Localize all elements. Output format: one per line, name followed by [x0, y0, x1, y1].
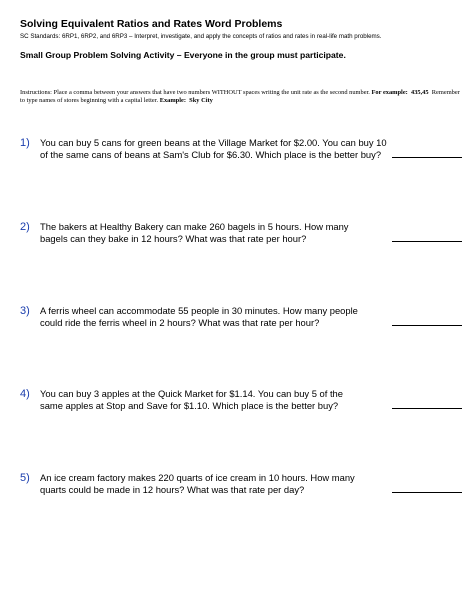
- question-3: [20, 305, 465, 339]
- example-value: 435,45: [411, 89, 429, 96]
- question-line: A ferris wheel can accommodate 55 people in 30 minutes. How many people: [40, 305, 358, 316]
- question-line: You can buy 5 cans for green beans at the Village Market for $2.00. You can buy 10: [40, 137, 387, 148]
- question-line: quarts could be made in 12 hours? What was that rate per day?: [40, 484, 305, 495]
- question-line: bagels can they bake in 12 hours? What was that rate per hour?: [40, 233, 307, 244]
- question-line: You can buy 3 apples at the Quick Market for $1.14. You can buy 5 of the: [40, 388, 343, 399]
- answer-blank[interactable]: [392, 492, 462, 493]
- instructions-block: [20, 89, 460, 105]
- question-line: An ice cream factory makes 220 quarts of ice cream in 10 hours. How many: [40, 472, 355, 483]
- question-line: same apples at Stop and Save for $1.10. Which place is the better buy?: [40, 400, 339, 411]
- question-5: [20, 472, 465, 506]
- standards-line: SC Standards: 6RP1, 6RP2, and 6RP3 – Interpret, investigate, and apply the concepts of ratios and rates in real-life math problems.: [20, 33, 382, 40]
- instructions-text: Instructions: Place a comma between your answers that have two numbers WITHOUT spaces writing the unit rate as the second number.: [20, 89, 370, 96]
- worksheet-title: Solving Equivalent Ratios and Rates Word Problems: [20, 18, 283, 30]
- question-4: [20, 388, 465, 422]
- answer-blank[interactable]: [392, 325, 462, 326]
- question-number: 2): [20, 221, 30, 233]
- question-line: could ride the ferris wheel in 2 hours? What was that rate per hour?: [40, 317, 320, 328]
- question-text: [40, 305, 400, 329]
- activity-heading: Small Group Problem Solving Activity – Everyone in the group must participate.: [20, 50, 346, 60]
- reminder-text: Remember to type names of stores beginning with a capital letter.: [20, 89, 460, 105]
- question-text: [40, 221, 400, 245]
- answer-blank[interactable]: [392, 241, 462, 242]
- question-text: [40, 388, 400, 412]
- for-example-label: For example:: [371, 89, 408, 96]
- question-line: The bakers at Healthy Bakery can make 260 bagels in 5 hours. How many: [40, 221, 349, 232]
- question-1: [20, 137, 465, 171]
- answer-blank[interactable]: [392, 408, 462, 409]
- question-number: 5): [20, 472, 30, 484]
- example-label: Example:: [159, 97, 186, 105]
- question-number: 4): [20, 388, 30, 400]
- question-2: [20, 221, 465, 255]
- example-store: Sky City: [189, 97, 213, 105]
- question-text: [40, 472, 400, 496]
- answer-blank[interactable]: [392, 157, 462, 158]
- question-number: 1): [20, 137, 30, 149]
- question-line: of the same cans of beans at Sam's Club for $6.30. Which place is the better buy?: [40, 149, 382, 160]
- question-number: 3): [20, 305, 30, 317]
- question-text: [40, 137, 400, 161]
